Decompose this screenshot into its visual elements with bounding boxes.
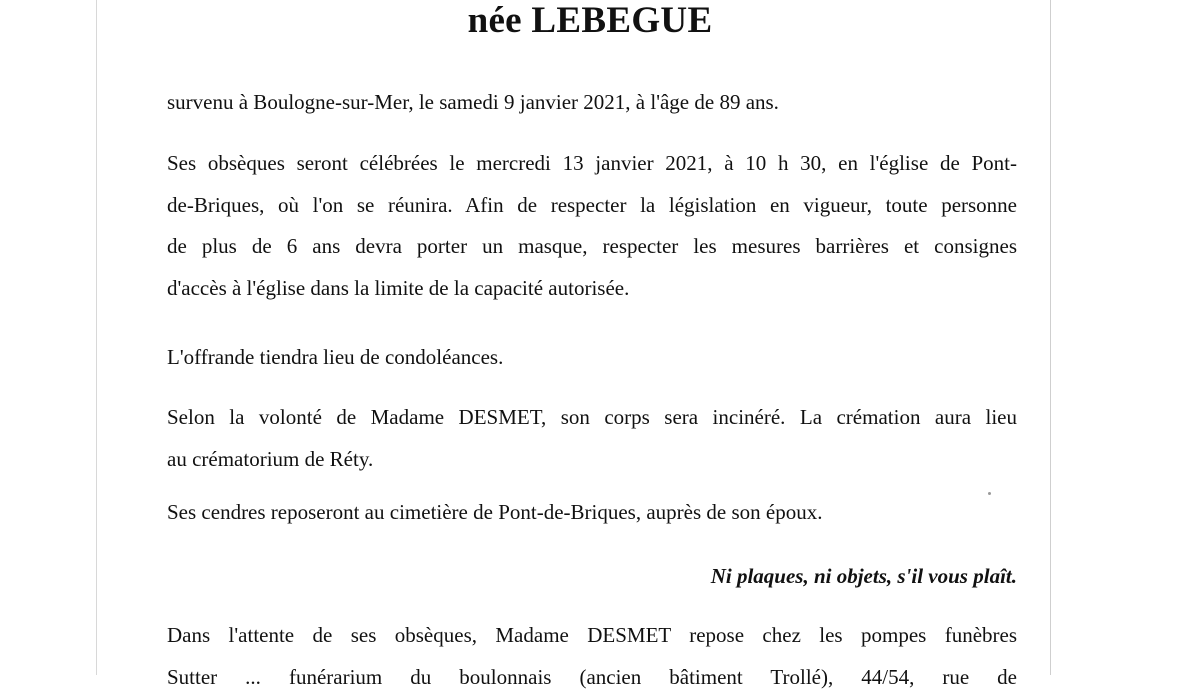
funeral-line-4: d'accès à l'église dans la limite de la capacité autorisée. <box>167 268 1017 310</box>
funeral-line-3: de plus de 6 ans devra porter un masque, respecter les mesures barrières et consignes <box>167 226 1017 268</box>
cremation-paragraph <box>167 397 1017 480</box>
offering-line: L'offrande tiendra lieu de condoléances. <box>167 337 1017 379</box>
funeral-line-2: de-Briques, où l'on se réunira. Afin de respecter la législation en vigueur, toute personne <box>167 185 1017 227</box>
page-right-edge <box>1050 0 1051 675</box>
cremation-line-2: au crématorium de Réty. <box>167 439 1017 481</box>
death-line: survenu à Boulogne-sur-Mer, le samedi 9 janvier 2021, à l'âge de 89 ans. <box>167 82 1017 124</box>
ashes-line: Ses cendres reposeront au cimetière de Pont-de-Briques, auprès de son époux. <box>167 492 1017 534</box>
no-plaques-notice: Ni plaques, ni objets, s'il vous plaît. <box>167 556 1017 596</box>
offering-paragraph <box>167 337 1017 379</box>
rest-line-2: Sutter ... funérarium du boulonnais (ancien bâtiment Trollé), 44/54, rue de <box>167 657 1017 698</box>
ashes-paragraph <box>167 492 1017 534</box>
maiden-name-heading: née LEBEGUE <box>0 0 1180 46</box>
funeral-line-1: Ses obsèques seront célébrées le mercredi 13 janvier 2021, à 10 h 30, en l'église de Pont- <box>167 143 1017 185</box>
death-paragraph <box>167 82 1017 124</box>
cremation-line-1: Selon la volonté de Madame DESMET, son corps sera incinéré. La crémation aura lieu <box>167 397 1017 439</box>
page-left-edge <box>96 0 97 675</box>
rest-paragraph <box>167 615 1017 698</box>
funeral-paragraph <box>167 143 1017 309</box>
rest-line-1: Dans l'attente de ses obsèques, Madame DESMET repose chez les pompes funèbres <box>167 615 1017 657</box>
